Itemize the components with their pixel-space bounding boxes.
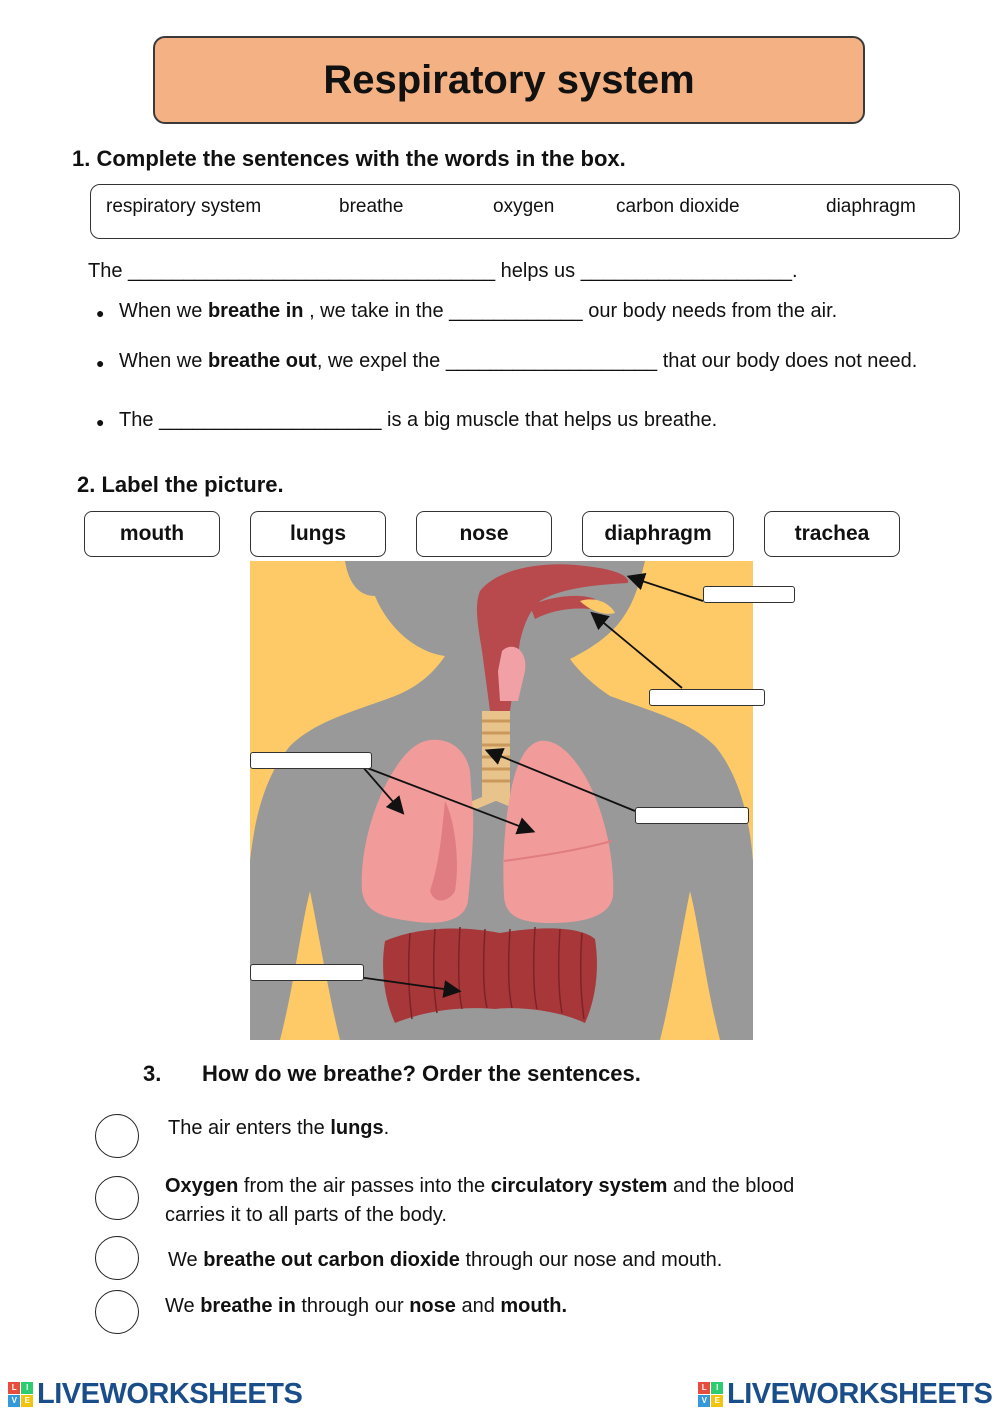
answer-box-3[interactable] — [250, 752, 372, 769]
order-circle-3[interactable] — [95, 1236, 139, 1280]
section1-heading: 1. Complete the sentences with the words in the box. — [72, 146, 626, 171]
order-circle-2[interactable] — [95, 1176, 139, 1220]
worksheet-title: Respiratory system — [153, 36, 865, 124]
word-bank-item: breathe — [339, 196, 404, 217]
word-bank-item: carbon dioxide — [616, 196, 740, 217]
section2-heading: 2. Label the picture. — [77, 472, 284, 497]
bullet-icon: ● — [96, 305, 105, 321]
word-bank-item: diaphragm — [826, 196, 916, 217]
answer-blank[interactable]: ___________________ — [580, 260, 793, 282]
order-sentence-2: Oxygen from the air passes into the circulatory system and the blood carries it to all parts of the body. — [165, 1175, 795, 1226]
order-circle-1[interactable] — [95, 1114, 139, 1158]
sentence-4: The ____________________ is a big muscle that helps us breathe. — [119, 409, 718, 431]
label-chip-lungs[interactable]: lungs — [250, 511, 386, 557]
answer-blank[interactable]: ___________________ — [445, 350, 658, 372]
liveworksheets-logo-right: L I V E LIVEWORKSHEETS — [698, 1378, 992, 1411]
sentence-1: The _________________________________ helps us ___________________. — [88, 260, 798, 282]
respiratory-diagram — [250, 561, 753, 1040]
order-sentence-1: The air enters the lungs. — [168, 1117, 390, 1139]
answer-blank[interactable]: _________________________________ — [128, 260, 496, 282]
liveworksheets-logo-left: L I V E LIVEWORKSHEETS — [8, 1378, 302, 1411]
order-circle-4[interactable] — [95, 1290, 139, 1334]
answer-blank[interactable]: ____________________ — [159, 409, 382, 431]
answer-box-5[interactable] — [250, 964, 364, 981]
order-sentence-4: We breathe in through our nose and mouth. — [165, 1295, 568, 1317]
label-chip-trachea[interactable]: trachea — [764, 511, 900, 557]
section3-heading: How do we breathe? Order the sentences. — [202, 1061, 641, 1086]
order-sentence-3: We breathe out carbon dioxide through our nose and mouth. — [168, 1249, 723, 1271]
liveworksheets-mark-icon: L I V E — [8, 1382, 33, 1407]
section3-number: 3. — [143, 1061, 162, 1086]
bullet-icon: ● — [96, 355, 105, 371]
answer-box-4[interactable] — [635, 807, 749, 824]
word-bank-item: respiratory system — [106, 196, 262, 217]
word-bank-item: oxygen — [493, 196, 555, 217]
sentence-3: When we breathe out, we expel the ___________________ that our body does not need. — [119, 350, 918, 372]
answer-box-1[interactable] — [703, 586, 795, 603]
answer-box-2[interactable] — [649, 689, 765, 706]
answer-blank[interactable]: ____________ — [449, 300, 583, 322]
liveworksheets-mark-icon: L I V E — [698, 1382, 723, 1407]
label-chip-nose[interactable]: nose — [416, 511, 552, 557]
label-chip-diaphragm[interactable]: diaphragm — [582, 511, 734, 557]
bullet-icon: ● — [96, 414, 105, 430]
sentence-2: When we breathe in , we take in the ____________ our body needs from the air. — [119, 300, 838, 322]
label-chip-mouth[interactable]: mouth — [84, 511, 220, 557]
